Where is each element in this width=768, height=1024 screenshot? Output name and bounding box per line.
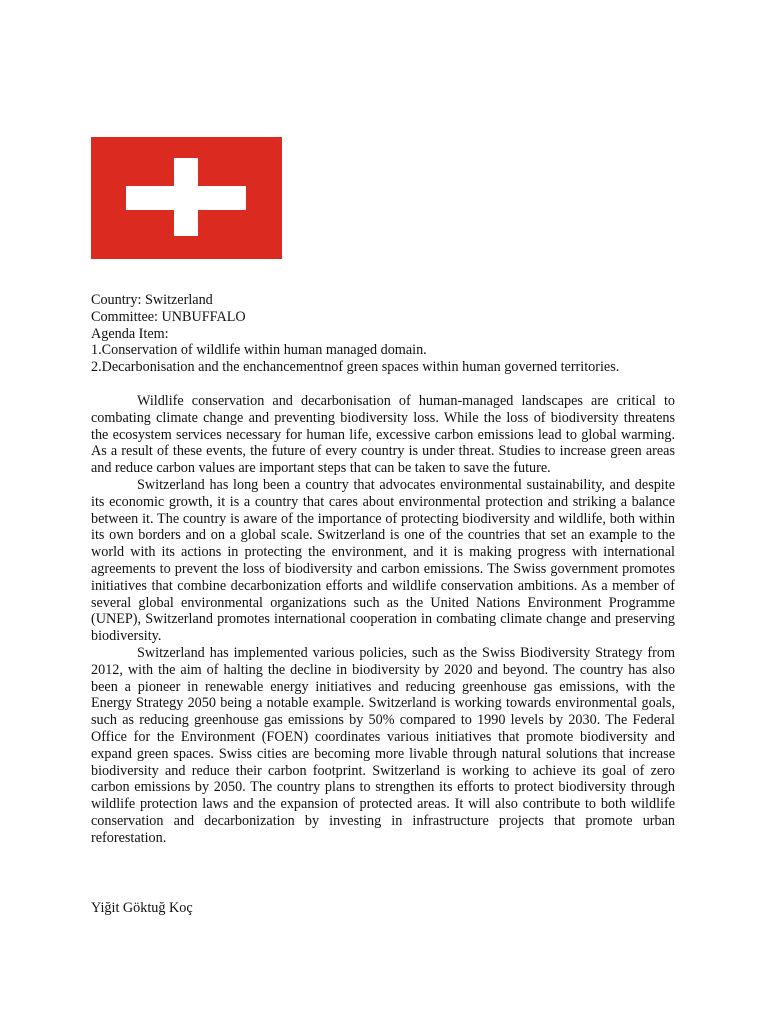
author-signature: Yiğit Göktuğ Koç bbox=[91, 900, 193, 916]
document-header bbox=[91, 292, 691, 376]
agenda-item-1: 1.Conservation of wildlife within human managed domain. bbox=[91, 342, 427, 359]
paragraph-1: Wildlife conservation and decarbonisation of human-managed landscapes are critical to combating climate change and preventing biodiversity loss. While the loss of biodiversity threatens the ecosystem services necessary for human life, excessive carbon emissions lead to global warming. As a result of these events, the future of every country is under threat. Studies to increase green areas and reduce carbon values are important steps that can be taken to save the future. bbox=[91, 393, 675, 477]
agenda-item-2: 2.Decarbonisation and the enchancementnof green spaces within human governed territories. bbox=[91, 359, 620, 376]
country-line: Country: Switzerland bbox=[91, 292, 213, 308]
agenda-label: Agenda Item: bbox=[91, 325, 169, 342]
paragraph-2: Switzerland has long been a country that advocates environmental sustainability, and despite its economic growth, it is a country that cares about environmental protection and striking a balance between it. The country is aware of the importance of protecting biodiversity and wildlife, both within its own borders and on a global scale. Switzerland is one of the countries that set an example to the world with its actions in protecting the environment, and it is making progress with international agreements to prevent the loss of biodiversity and carbon emissions. The Swiss government promotes initiatives that combine decarbonization efforts and wildlife conservation ambitions. As a member of several global environmental organizations such as the United Nations Environment Programme (UNEP), Switzerland promotes international cooperation in combating climate change and preserving biodiversity. bbox=[91, 476, 675, 645]
swiss-flag-image bbox=[91, 137, 282, 259]
document-body bbox=[91, 393, 675, 847]
flag-cross-vertical bbox=[174, 158, 198, 236]
committee-line: Committee: UNBUFFALO bbox=[91, 308, 246, 325]
paragraph-3: Switzerland has implemented various policies, such as the Swiss Biodiversity Strategy from 2012, with the aim of halting the decline in biodiversity by 2020 and beyond. The country has also been a pioneer in renewable energy initiatives and reducing greenhouse gas emissions, with the Energy Strategy 2050 being a notable example. Switzerland is working towards environmental goals, such as reducing greenhouse gas emissions by 50% compared to 1990 levels by 2030. The Federal Office for the Environment (FOEN) coordinates various initiatives that promote biodiversity and expand green spaces. Swiss cities are becoming more livable through natural solutions that increase biodiversity and reduce their carbon footprint. Switzerland is working to achieve its goal of zero carbon emissions by 2050. The country plans to strengthen its efforts to protect biodiversity through wildlife protection laws and the expansion of protected areas. It will also contribute to both wildlife conservation and decarbonization by investing in infrastructure projects that promote urban reforestation. bbox=[91, 644, 675, 846]
